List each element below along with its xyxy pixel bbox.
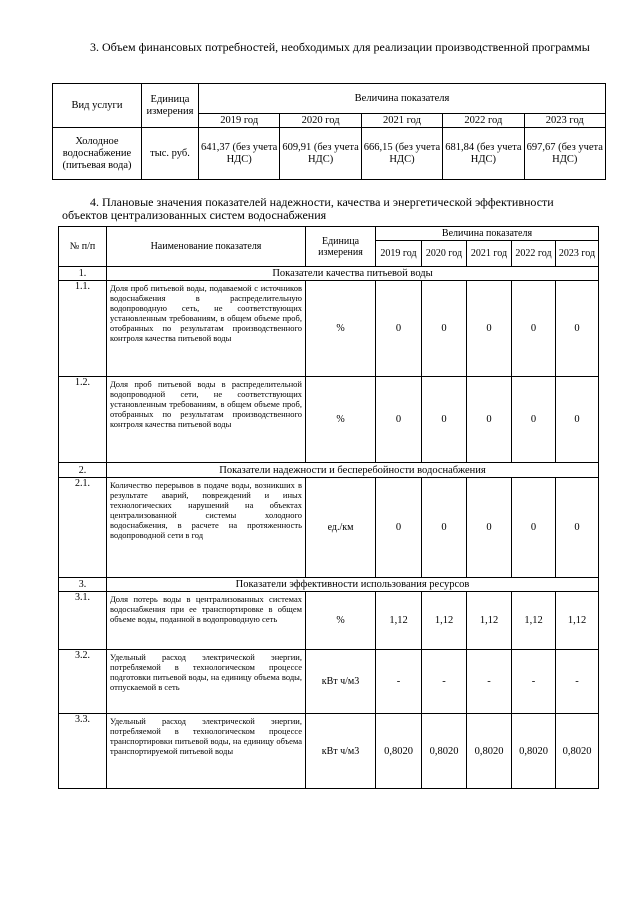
year-header: 2021 год bbox=[361, 114, 442, 128]
section-row bbox=[59, 463, 599, 478]
row-value: 1,12 bbox=[556, 592, 599, 650]
year-header: 2021 год bbox=[467, 241, 512, 267]
col-value-header: Величина показателя bbox=[199, 84, 606, 114]
value-cell: 641,37 (без учета НДС) bbox=[199, 128, 280, 180]
row-unit: кВт ч/м3 bbox=[306, 714, 376, 789]
section3-heading: 3. Объем финансовых потребностей, необходимых для реализации производственной программы bbox=[90, 40, 590, 54]
row-value: 0 bbox=[467, 377, 512, 463]
year-header: 2019 год bbox=[376, 241, 422, 267]
row-unit: % bbox=[306, 377, 376, 463]
value-cell: 697,67 (без учета НДС) bbox=[524, 128, 605, 180]
section-num: 2. bbox=[59, 463, 107, 478]
row-name: Удельный расход электрической энергии, потребляемой в технологическом процессе подготовки питьевой воды, на единицу объема воды, отпускаемой в сеть bbox=[107, 650, 306, 714]
section4-heading: 4. Плановые значения показателей надежности, качества и энергетической эффективности объектов централизованных систем водоснабжения bbox=[62, 195, 554, 222]
value-cell: 681,84 (без учета НДС) bbox=[443, 128, 524, 180]
section-row bbox=[59, 267, 599, 281]
row-value: 0,8020 bbox=[467, 714, 512, 789]
section-title: Показатели эффективности использования ресурсов bbox=[107, 578, 599, 592]
row-num: 1.1. bbox=[59, 281, 107, 377]
row-value: 0 bbox=[422, 478, 467, 578]
year-header: 2023 год bbox=[524, 114, 605, 128]
value-cell: 666,15 (без учета НДС) bbox=[361, 128, 442, 180]
row-name: Доля проб питьевой воды, подаваемой с источников водоснабжения в распределительную водопроводную сеть, не соответствующих установленным требованиям, в общем объеме проб, отобранных по результатам производственного контроля качества питьевой воды bbox=[107, 281, 306, 377]
row-name: Количество перерывов в подаче воды, возникших в результате аварий, повреждений и иных технологических нарушений на объектах централизованной системы холодного водоснабжения, в расчете на протяженность водопроводной сети в год bbox=[107, 478, 306, 578]
section-row bbox=[59, 578, 599, 592]
row-value: 0 bbox=[422, 281, 467, 377]
row-value: 0 bbox=[512, 281, 556, 377]
indicators-table bbox=[58, 226, 599, 789]
row-num: 3.2. bbox=[59, 650, 107, 714]
row-value: 0,8020 bbox=[512, 714, 556, 789]
table-row bbox=[53, 128, 606, 180]
row-value: 0 bbox=[422, 377, 467, 463]
row-num: 3.1. bbox=[59, 592, 107, 650]
table-row bbox=[59, 714, 599, 789]
table-row bbox=[59, 592, 599, 650]
row-value: 0 bbox=[556, 478, 599, 578]
col-value-header: Величина показателя bbox=[376, 227, 599, 241]
table-row bbox=[59, 650, 599, 714]
row-value: 0,8020 bbox=[422, 714, 467, 789]
year-header: 2020 год bbox=[422, 241, 467, 267]
row-value: 0,8020 bbox=[376, 714, 422, 789]
table-row bbox=[59, 377, 599, 463]
row-value: - bbox=[467, 650, 512, 714]
section-title: Показатели надежности и бесперебойности водоснабжения bbox=[107, 463, 599, 478]
row-num: 3.3. bbox=[59, 714, 107, 789]
row-value: 0 bbox=[556, 281, 599, 377]
row-value: 0 bbox=[467, 478, 512, 578]
row-value: - bbox=[512, 650, 556, 714]
row-name: Доля потерь воды в централизованных системах водоснабжения при ее транспортировке в общем объеме воды, поданной в водопроводную сеть bbox=[107, 592, 306, 650]
row-num: 2.1. bbox=[59, 478, 107, 578]
row-num: 1.2. bbox=[59, 377, 107, 463]
row-value: 1,12 bbox=[512, 592, 556, 650]
row-value: 1,12 bbox=[467, 592, 512, 650]
section-num: 3. bbox=[59, 578, 107, 592]
row-value: 0 bbox=[512, 377, 556, 463]
row-value: - bbox=[556, 650, 599, 714]
financial-needs-table bbox=[52, 83, 606, 180]
year-header: 2022 год bbox=[512, 241, 556, 267]
row-value: 0,8020 bbox=[556, 714, 599, 789]
row-value: 0 bbox=[376, 281, 422, 377]
section-title: Показатели качества питьевой воды bbox=[107, 267, 599, 281]
row-unit: кВт ч/м3 bbox=[306, 650, 376, 714]
row-unit: % bbox=[306, 281, 376, 377]
row-value: 0 bbox=[376, 478, 422, 578]
row-value: 0 bbox=[467, 281, 512, 377]
col-num-header: № п/п bbox=[59, 227, 107, 267]
year-header: 2020 год bbox=[280, 114, 361, 128]
table-row bbox=[59, 478, 599, 578]
table-row bbox=[59, 281, 599, 377]
row-value: 0 bbox=[512, 478, 556, 578]
year-header: 2022 год bbox=[443, 114, 524, 128]
unit-cell: тыс. руб. bbox=[142, 128, 199, 180]
col-unit-header: Единица измерения bbox=[142, 84, 199, 128]
row-name: Удельный расход электрической энергии, потребляемой в технологическом процессе транспортировки питьевой воды, на единицу объема транспортируемой питьевой воды bbox=[107, 714, 306, 789]
row-value: 1,12 bbox=[376, 592, 422, 650]
col-name-header: Наименование показателя bbox=[107, 227, 306, 267]
year-header: 2019 год bbox=[199, 114, 280, 128]
row-unit: % bbox=[306, 592, 376, 650]
section-num: 1. bbox=[59, 267, 107, 281]
col-unit-header: Единица измерения bbox=[306, 227, 376, 267]
row-value: 1,12 bbox=[422, 592, 467, 650]
row-value: 0 bbox=[556, 377, 599, 463]
row-unit: ед./км bbox=[306, 478, 376, 578]
row-value: 0 bbox=[376, 377, 422, 463]
row-name: Доля проб питьевой воды в распределительной водопроводной сети, не соответствующих установленным требованиям, в общем объеме проб, отобранных по результатам производственного контроля качества питьевой воды bbox=[107, 377, 306, 463]
service-cell: Холодное водоснабжение (питьевая вода) bbox=[53, 128, 142, 180]
row-value: - bbox=[422, 650, 467, 714]
col-service-header: Вид услуги bbox=[53, 84, 142, 128]
value-cell: 609,91 (без учета НДС) bbox=[280, 128, 361, 180]
year-header: 2023 год bbox=[556, 241, 599, 267]
row-value: - bbox=[376, 650, 422, 714]
